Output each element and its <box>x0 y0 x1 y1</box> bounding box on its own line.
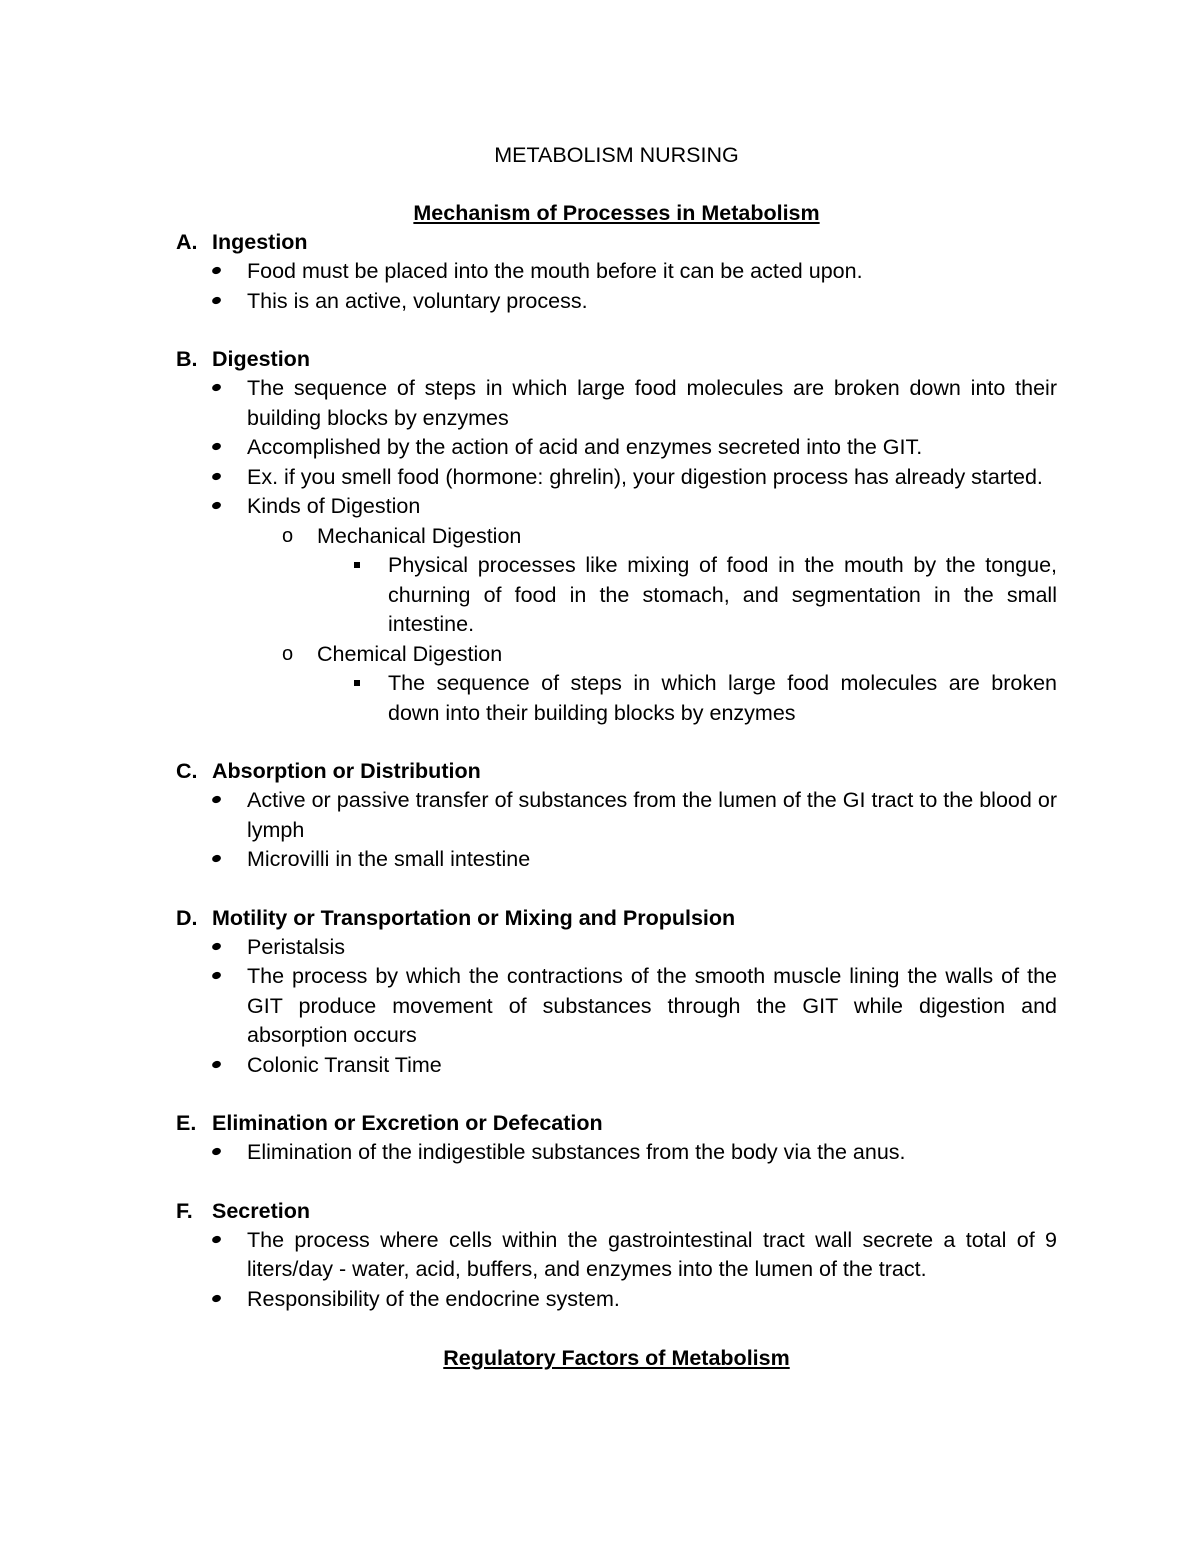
section-motility <box>176 904 1057 1081</box>
list-item-text: Kinds of Digestion <box>247 494 421 518</box>
list-item <box>176 845 1057 875</box>
section-letter: B. <box>176 347 198 371</box>
section-letter: F. <box>176 1198 193 1223</box>
section-letter: D. <box>176 905 198 930</box>
section-letter: A. <box>176 230 198 254</box>
list-item <box>176 1226 1057 1285</box>
section-letter: C. <box>176 759 198 783</box>
section-digestion <box>176 345 1057 728</box>
section-secretion <box>176 1197 1057 1315</box>
sub-list-item-text: Mechanical Digestion <box>317 523 522 548</box>
list-item <box>176 933 1057 963</box>
bullet-icon <box>211 1059 222 1069</box>
bullet-icon <box>211 1293 222 1303</box>
list-item <box>176 287 1057 317</box>
section-title: Mechanism of Processes in Metabolism <box>413 201 820 225</box>
circle-bullet-icon: o <box>282 524 294 547</box>
bullet-icon <box>211 795 222 805</box>
section-absorption <box>176 757 1057 875</box>
section-heading <box>176 757 1057 786</box>
section-title-regulatory: Regulatory Factors of Metabolism <box>443 1346 790 1370</box>
bullet-icon <box>211 1147 222 1157</box>
list-item-text: The process where cells within the gastrointestinal tract wall secrete a total of 9 liters/day - water, acid, buffers, and enzymes into the lumen of the tract. <box>247 1227 1057 1281</box>
section-elimination <box>176 1109 1057 1168</box>
section-heading <box>176 345 1057 374</box>
section-heading-text: Ingestion <box>212 230 308 254</box>
bullet-icon <box>211 266 222 276</box>
section-heading-text: Absorption or Distribution <box>212 759 481 783</box>
list-item-text: Accomplished by the action of acid and enzymes secreted into the GIT. <box>247 435 923 459</box>
square-bullet-icon <box>354 680 360 686</box>
bullet-icon <box>211 1234 222 1244</box>
section-letter: E. <box>176 1111 197 1135</box>
bullet-icon <box>211 854 222 864</box>
list-item <box>176 1051 1057 1081</box>
bullet-icon <box>211 971 222 981</box>
list-item <box>176 1285 1057 1315</box>
list-item-text: Elimination of the indigestible substances from the body via the anus. <box>247 1140 906 1164</box>
bullet-icon <box>211 941 222 951</box>
section-heading <box>176 1109 1057 1138</box>
document-body <box>176 140 1057 1373</box>
list-item-text: This is an active, voluntary process. <box>247 288 588 313</box>
sub-list-item <box>176 640 1057 670</box>
circle-bullet-icon: o <box>282 642 294 665</box>
section-heading <box>176 228 1057 257</box>
section-heading-text: Secretion <box>212 1198 310 1223</box>
list-item-text: Ex. if you smell food (hormone: ghrelin), your digestion process has already started. <box>247 464 1043 489</box>
list-item <box>176 786 1057 845</box>
list-item <box>176 433 1057 463</box>
list-item <box>176 463 1057 493</box>
list-item-text: The sequence of steps in which large food molecules are broken down into their building blocks by enzymes <box>247 376 1057 430</box>
bullet-icon <box>211 442 222 452</box>
list-item <box>176 257 1057 287</box>
sub-sub-list-item <box>176 551 1057 640</box>
section-heading-text: Motility or Transportation or Mixing and Propulsion <box>212 905 736 930</box>
page-title: METABOLISM NURSING <box>494 143 739 167</box>
section-ingestion <box>176 228 1057 316</box>
list-item-text: Active or passive transfer of substances from the lumen of the GI tract to the blood or lymph <box>247 788 1057 842</box>
sub-list-item <box>176 522 1057 552</box>
list-item <box>176 1138 1057 1168</box>
list-item <box>176 962 1057 1051</box>
bullet-icon <box>211 295 222 305</box>
list-item-text: The process by which the contractions of the smooth muscle lining the walls of the GIT produce movement of substances through the GIT while digestion and absorption occurs <box>247 964 1057 1047</box>
list-item-text: Responsibility of the endocrine system. <box>247 1286 620 1311</box>
sub-sub-list-item-text: Physical processes like mixing of food in the mouth by the tongue, churning of food in the stomach, and segmentation in the small intestine. <box>388 553 1057 636</box>
list-item <box>176 492 1057 522</box>
list-item-text: Peristalsis <box>247 934 345 959</box>
list-item <box>176 374 1057 433</box>
square-bullet-icon <box>354 562 360 568</box>
bullet-icon <box>211 471 222 481</box>
list-item-text: Colonic Transit Time <box>247 1052 442 1077</box>
bullet-icon <box>211 501 222 511</box>
section-heading <box>176 904 1057 933</box>
list-item-text: Food must be placed into the mouth before it can be acted upon. <box>247 259 863 283</box>
sub-sub-list-item <box>176 669 1057 728</box>
section-heading <box>176 1197 1057 1226</box>
section-heading-text: Digestion <box>212 347 310 371</box>
sub-list-item-text: Chemical Digestion <box>317 641 503 666</box>
list-item-text: Microvilli in the small intestine <box>247 847 531 871</box>
sub-sub-list-item-text: The sequence of steps in which large food molecules are broken down into their building blocks by enzymes <box>388 671 1057 725</box>
bullet-icon <box>211 383 222 393</box>
section-heading-text: Elimination or Excretion or Defecation <box>212 1111 603 1135</box>
